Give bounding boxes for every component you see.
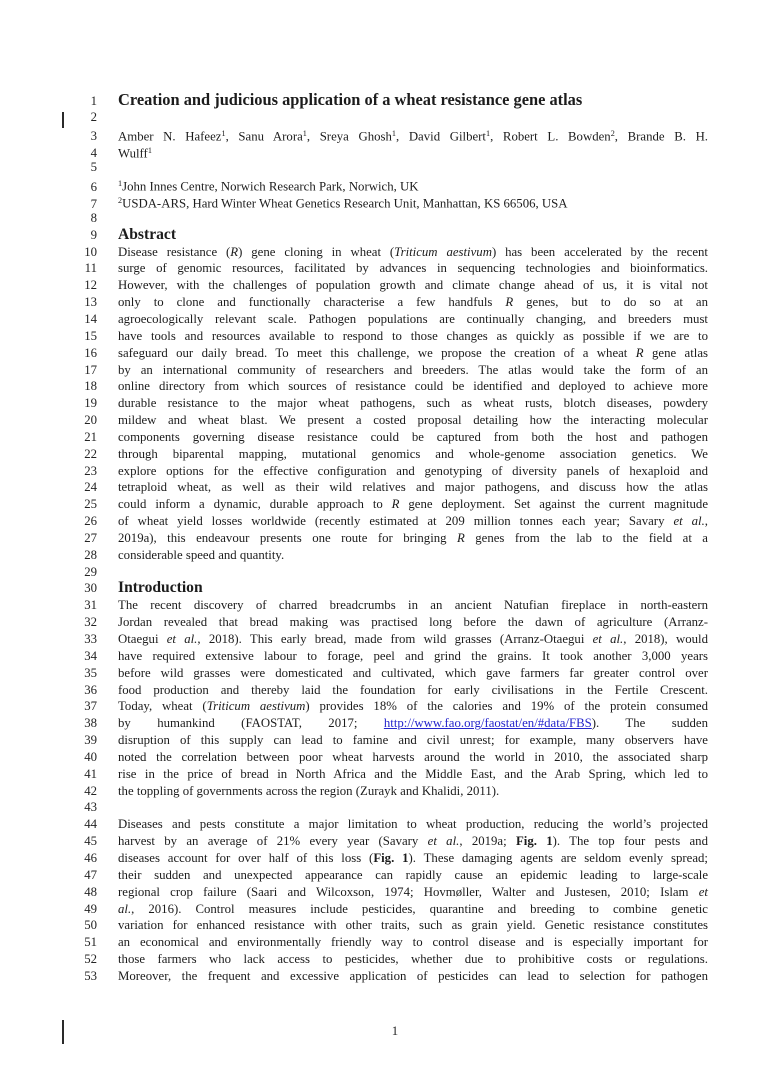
text-segment: ) gene cloning in wheat ( <box>238 244 395 259</box>
manuscript-line <box>0 109 708 126</box>
line-number: 5 <box>90 160 97 175</box>
manuscript-line <box>0 968 708 985</box>
line-text <box>118 446 708 463</box>
text-segment: et al. <box>592 632 624 646</box>
manuscript-line <box>0 479 708 496</box>
text-segment: by an international community of researchers and breeders. The atlas would take the form of an <box>118 362 708 377</box>
faostat-link[interactable]: http://www.fao.org/faostat/en/#data/FBS <box>383 716 592 731</box>
line-text <box>118 429 708 446</box>
line-text <box>118 850 708 867</box>
line-number: 34 <box>84 648 97 663</box>
text-segment: Jordan revealed that bread making was practised long before the dawn of agriculture (Arranz- <box>118 615 708 630</box>
line-number: 53 <box>84 968 97 983</box>
text-segment: the toppling of governments across the region (Zurayk and Khalidi, 2011). <box>118 783 500 798</box>
text-segment: could inform a dynamic, durable approach to <box>118 497 392 512</box>
line-number: 51 <box>84 935 97 950</box>
line-text <box>118 580 708 597</box>
line-number: 28 <box>84 547 97 562</box>
line-text <box>118 901 708 918</box>
line-number: 21 <box>84 429 97 444</box>
superscript: 1 <box>302 128 307 138</box>
line-text <box>118 665 708 682</box>
text-segment: Creation and judicious application of a wheat resistance gene atlas <box>118 90 583 109</box>
manuscript-line <box>0 193 708 210</box>
text-segment: Moreover, the frequent and excessive application of pesticides can lead to selection for pathogen <box>118 968 708 983</box>
manuscript-line <box>0 901 708 918</box>
line-number: 24 <box>84 480 97 495</box>
line-number: 26 <box>84 514 97 529</box>
manuscript-line <box>0 345 708 362</box>
superscript: 1 <box>485 128 491 138</box>
manuscript-lines <box>0 92 708 985</box>
section-heading-line <box>0 580 708 597</box>
manuscript-line <box>0 378 708 395</box>
manuscript-line <box>0 126 708 143</box>
manuscript-line <box>0 833 708 850</box>
text-segment: USDA-ARS, Hard Winter Wheat Genetics Research Unit, Manhattan, KS 66506, USA <box>122 196 568 211</box>
line-text <box>118 698 708 715</box>
text-segment: , 2018). This early bread, made from wild grasses (Arranz-Otaegui <box>197 632 593 646</box>
manuscript-line <box>0 564 708 581</box>
line-text <box>118 749 708 766</box>
text-segment: food production and thereby laid the foundation for early civilisations in the Fertile Crescent. <box>118 682 708 697</box>
line-text <box>118 412 708 429</box>
text-segment: Triticum aestivum <box>206 699 306 714</box>
line-text <box>118 682 708 699</box>
manuscript-line <box>0 698 708 715</box>
text-segment: The recent discovery of charred breadcrumbs in an ancient Natufian fireplace in north-eastern <box>118 598 708 613</box>
line-number: 37 <box>84 699 97 714</box>
text-segment: an economical and environmentally friendly way to control disease and is especially important for <box>118 935 708 950</box>
line-text <box>118 395 708 412</box>
text-segment: R <box>505 295 514 310</box>
text-segment: , 2018), would <box>623 632 708 646</box>
line-number: 20 <box>84 413 97 428</box>
line-text <box>118 968 708 985</box>
line-number: 48 <box>84 884 97 899</box>
line-text <box>118 479 708 496</box>
manuscript-line <box>0 816 708 833</box>
line-number: 3 <box>90 129 97 144</box>
text-segment: et <box>698 884 708 899</box>
text-segment: 2019a), this endeavour presents one route for bringing <box>118 530 457 545</box>
line-number: 39 <box>84 733 97 748</box>
manuscript-line <box>0 429 708 446</box>
text-segment: rise in the price of bread in North Africa and the Middle East, and the Arab Spring, which led to <box>118 766 708 781</box>
line-text <box>118 328 708 345</box>
line-number: 36 <box>84 682 97 697</box>
text-segment: John Innes Centre, Norwich Research Park, Norwich, UK <box>122 179 419 194</box>
text-segment: durable resistance to the major wheat pathogens, such as wheat rusts, blotch diseases, powdery <box>118 396 708 411</box>
manuscript-line <box>0 648 708 665</box>
text-segment: , 2019a; <box>459 834 516 849</box>
manuscript-line <box>0 682 708 699</box>
text-segment: ) provides 18% of the calories and 19% of the protein consumed <box>305 699 708 714</box>
manuscript-line <box>0 614 708 631</box>
text-segment: of wheat yield losses worldwide (recently estimated at 209 million tonnes each year; Savary <box>118 514 674 529</box>
text-segment: ). These damaging agents are seldom evenly spread; <box>408 850 708 865</box>
line-number: 38 <box>84 716 97 731</box>
manuscript-line <box>0 597 708 614</box>
text-segment: R <box>230 244 239 259</box>
text-segment: et al. <box>427 834 460 849</box>
manuscript-line <box>0 934 708 951</box>
manuscript-line <box>0 143 708 160</box>
line-number: 9 <box>90 227 97 242</box>
line-text <box>118 277 708 294</box>
line-text <box>118 311 708 328</box>
text-segment: mildew and wheat blast. We present a costed proposal detailing how the interacting molecular <box>118 413 708 428</box>
text-segment: R <box>457 530 465 545</box>
line-number: 52 <box>84 952 97 967</box>
line-text <box>118 951 708 968</box>
manuscript-line <box>0 311 708 328</box>
line-number: 12 <box>84 278 97 293</box>
text-segment: components governing disease resistance could be captured from both the host and pathogen <box>118 429 708 444</box>
text-segment: ). The top four pests and <box>552 834 708 849</box>
text-segment: Fig. 1 <box>373 850 409 865</box>
line-text <box>118 597 708 614</box>
text-segment: Otaegui <box>118 632 167 646</box>
superscript: 1 <box>118 179 123 189</box>
text-segment: variation for enhanced resistance with other traits, such as grain yield. Genetic resistance constitutes <box>118 918 708 933</box>
line-number: 8 <box>90 210 97 225</box>
line-text <box>118 833 708 850</box>
line-text <box>118 496 708 513</box>
manuscript-line <box>0 850 708 867</box>
line-number: 14 <box>84 311 97 326</box>
line-number: 42 <box>84 783 97 798</box>
manuscript-line <box>0 884 708 901</box>
line-text <box>118 244 708 261</box>
text-segment: considerable speed and quantity. <box>118 547 285 562</box>
line-number: 43 <box>84 800 97 815</box>
text-segment: , Sreya Ghosh <box>306 129 392 144</box>
line-text <box>118 715 708 732</box>
text-segment: their sudden and unexpected appearance can rapidly cause an epidemic leading to large-scale <box>118 867 708 882</box>
line-number: 4 <box>90 146 97 161</box>
line-number: 19 <box>84 396 97 411</box>
manuscript-line <box>0 328 708 345</box>
manuscript-line <box>0 176 708 193</box>
line-number: 23 <box>84 463 97 478</box>
manuscript-line <box>0 917 708 934</box>
text-segment: Amber N. Hafeez <box>118 129 222 144</box>
text-segment: , Robert L. Bowden <box>490 129 611 144</box>
manuscript-line <box>0 749 708 766</box>
line-number: 17 <box>84 362 97 377</box>
line-number: 35 <box>84 665 97 680</box>
text-segment: diseases account for over half of this loss ( <box>118 850 374 865</box>
text-segment: agroecologically relevant scale. Pathogen populations are continually changing, and breeders must <box>118 311 708 326</box>
manuscript-line <box>0 665 708 682</box>
paper-title-line <box>0 92 708 109</box>
superscript: 2 <box>610 128 615 138</box>
text-segment: , David Gilbert <box>395 129 486 144</box>
text-segment: before wild grasses were domesticated and cultivated, which gave farmers far greater control over <box>118 665 708 680</box>
manuscript-line <box>0 513 708 530</box>
text-segment: Introduction <box>118 579 203 597</box>
line-text <box>118 294 708 311</box>
text-segment: et al. <box>166 632 198 646</box>
text-segment: noted the correlation between poor wheat harvests around the world in 2010, the associated sharp <box>118 749 708 764</box>
line-number: 47 <box>84 867 97 882</box>
text-segment: al. <box>118 901 132 916</box>
superscript: 2 <box>118 196 123 206</box>
line-text <box>118 547 708 564</box>
manuscript-line <box>0 446 708 463</box>
line-text <box>118 816 708 833</box>
manuscript-line <box>0 766 708 783</box>
line-number: 13 <box>84 295 97 310</box>
text-segment: by humankind (FAOSTAT, 2017; <box>118 716 384 731</box>
line-number: 7 <box>90 196 97 211</box>
line-number: 32 <box>84 615 97 630</box>
superscript: 1 <box>391 128 396 138</box>
line-number: 50 <box>84 918 97 933</box>
manuscript-line <box>0 732 708 749</box>
line-number: 16 <box>84 345 97 360</box>
line-number: 10 <box>84 244 97 259</box>
manuscript-line <box>0 277 708 294</box>
text-segment: harvest by an average of 21% every year (Savary <box>118 834 428 849</box>
manuscript-line <box>0 867 708 884</box>
line-number: 40 <box>84 749 97 764</box>
manuscript-line <box>0 294 708 311</box>
line-number: 41 <box>84 766 97 781</box>
text-segment: ). The sudden <box>591 716 708 731</box>
manuscript-line <box>0 783 708 800</box>
manuscript-line <box>0 715 708 732</box>
superscript: 1 <box>147 145 152 155</box>
line-number: 22 <box>84 446 97 461</box>
text-segment: explore options for the effective configuration and genotyping of diversity panels of hexaploid and <box>118 463 708 478</box>
text-segment: gene deployment. Set against the current magnitude <box>399 497 708 512</box>
line-number: 11 <box>84 261 97 276</box>
line-number: 27 <box>84 530 97 545</box>
text-segment: gene atlas <box>643 345 708 360</box>
line-number: 18 <box>84 379 97 394</box>
line-text <box>118 934 708 951</box>
line-text <box>118 513 708 530</box>
line-text <box>118 884 708 901</box>
line-text <box>118 227 708 244</box>
text-segment: , Brande B. H. <box>614 129 709 144</box>
line-number: 30 <box>84 581 97 596</box>
text-segment: Abstract <box>118 225 177 243</box>
line-number: 15 <box>84 328 97 343</box>
line-text <box>118 92 708 109</box>
text-segment: those farmers who lack access to pesticides, whether due to prohibitive costs or regulations. <box>118 952 708 967</box>
text-segment: genes, but to do so at an <box>513 295 709 310</box>
line-number: 6 <box>90 179 97 194</box>
text-segment: tetraploid wheat, as well as their wild relatives and major pathogens, and discuss how the atlas <box>118 480 708 495</box>
text-segment: online directory from which sources of resistance could be identified and deployed to achieve more <box>118 379 708 394</box>
text-segment: have tools and resources available to respond to those changes as quickly as possible if we are to <box>118 328 708 343</box>
text-segment: Wulff <box>118 146 148 161</box>
manuscript-line <box>0 530 708 547</box>
manuscript-line <box>0 631 708 648</box>
line-number: 25 <box>84 497 97 512</box>
line-text <box>118 463 708 480</box>
text-segment: , 2016). Control measures include pesticides, quarantine and breeding to combine genetic <box>131 901 708 916</box>
line-number: 46 <box>84 850 97 865</box>
manuscript-line <box>0 547 708 564</box>
text-segment: Diseases and pests constitute a major limitation to wheat production, reducing the world’s projected <box>118 817 708 832</box>
superscript: 1 <box>221 128 226 138</box>
line-text <box>118 614 708 631</box>
line-text <box>118 378 708 395</box>
line-text <box>118 917 708 934</box>
line-text <box>118 631 708 648</box>
text-segment: regional crop failure (Saari and Wilcoxson, 1974; Hovmøller, Walter and Justesen, 2010; Islam <box>118 884 699 899</box>
line-number: 29 <box>84 564 97 579</box>
page-number: 1 <box>391 1024 399 1038</box>
text-segment: , <box>704 514 708 529</box>
line-number: 31 <box>84 598 97 613</box>
manuscript-line <box>0 799 708 816</box>
line-number: 2 <box>90 109 97 124</box>
manuscript-line <box>0 951 708 968</box>
text-segment: safeguard our daily bread. To meet this challenge, we propose the creation of a wheat <box>118 345 636 360</box>
manuscript-line <box>0 412 708 429</box>
text-segment: surge of genomic resources, facilitated by advances in sequencing technologies and bioinformatics. <box>118 261 708 276</box>
text-segment: disruption of this supply can lead to famine and civil unrest; for example, many observers have <box>118 733 708 748</box>
line-text <box>118 648 708 665</box>
line-number: 45 <box>84 834 97 849</box>
text-segment: ) has been accelerated by the recent <box>491 244 708 259</box>
text-segment: et al. <box>673 514 705 529</box>
line-number: 49 <box>84 901 97 916</box>
line-text <box>118 143 708 162</box>
text-segment: genes from the lab to the field at a <box>464 530 708 545</box>
text-segment: Fig. 1 <box>515 834 553 849</box>
line-text <box>118 193 708 212</box>
text-segment: through biparental mapping, mutational genomics and whole-genome association genetics. We <box>118 446 708 461</box>
line-text <box>118 362 708 379</box>
manuscript-line <box>0 244 708 261</box>
line-number: 1 <box>90 94 97 108</box>
text-segment: , Sanu Arora <box>225 129 303 144</box>
text-segment: have required extensive labour to forage, peel and grind the grains. It took another 3,000 years <box>118 648 708 663</box>
line-text <box>118 345 708 362</box>
text-segment: Disease resistance ( <box>118 244 231 259</box>
text-segment: Today, wheat ( <box>118 699 207 714</box>
manuscript-line <box>0 395 708 412</box>
line-number: 44 <box>84 817 97 832</box>
manuscript-line <box>0 463 708 480</box>
line-text <box>118 732 708 749</box>
text-segment: However, with the challenges of population growth and climate change ahead of us, it is vital not <box>118 278 708 293</box>
line-text <box>118 766 708 783</box>
text-segment: R <box>635 345 644 360</box>
section-heading-line <box>0 227 708 244</box>
manuscript-line <box>0 362 708 379</box>
text-segment: R <box>391 497 400 512</box>
line-text <box>118 867 708 884</box>
text-segment: only to clone and functionally characterise a few handfuls <box>118 295 506 310</box>
line-text <box>118 260 708 277</box>
line-number: 33 <box>84 632 97 646</box>
line-text <box>118 783 708 800</box>
manuscript-line <box>0 260 708 277</box>
text-segment: Triticum aestivum <box>394 244 492 259</box>
manuscript-line <box>0 496 708 513</box>
line-text <box>118 530 708 547</box>
